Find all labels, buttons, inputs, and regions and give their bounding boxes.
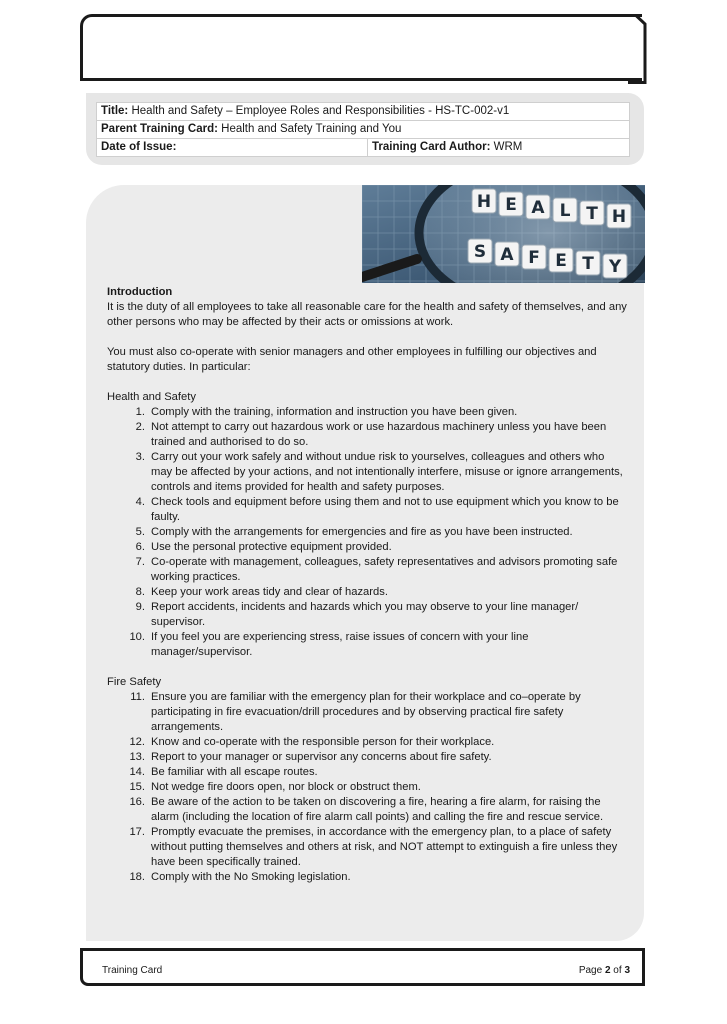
list-item-number: 11.: [130, 691, 145, 703]
list-item-number: 13.: [129, 751, 145, 763]
list-item-text: Use the personal protective equipment provided.: [151, 541, 392, 553]
meta-row-parent: [97, 121, 630, 139]
list-item-text: Comply with the No Smoking legislation.: [151, 871, 351, 883]
list-item-number: 12.: [129, 736, 145, 748]
letter-tile-label: T: [586, 204, 598, 224]
list-item-number: 17.: [129, 826, 145, 838]
list-item: [107, 870, 627, 885]
list-item: [107, 585, 627, 600]
letter-tile-label: L: [559, 201, 571, 221]
list-item: [107, 765, 627, 780]
title-label: Title:: [101, 105, 129, 117]
intro-heading: Introduction: [107, 286, 173, 298]
health-safety-illustration: [362, 185, 645, 283]
list-item-text: Report accidents, incidents and hazards which you may observe to your line manager/ supervisor.: [151, 601, 579, 628]
list-item: [107, 750, 627, 765]
list-item-number: 5.: [135, 526, 145, 538]
fire-safety-list: [107, 690, 627, 885]
list-item-text: Check tools and equipment before using them and not to use equipment which you know to be faulty.: [151, 496, 619, 523]
letter-tile-label: H: [476, 192, 492, 212]
letter-tile-label: F: [528, 248, 540, 268]
letter-tile-label: E: [505, 195, 517, 215]
health-safety-image: [362, 185, 645, 283]
health-safety-heading: Health and Safety: [107, 391, 196, 403]
list-item-text: Carry out your work safely and without undue risk to yourselves, colleagues and others who may be affected by your actions, and not intentionally interfere, misuse or ignore arrangements, controls and items provided for health and safety purposes.: [151, 451, 623, 493]
intro-paragraph-2: You must also co-operate with senior managers and other employees in fulfilling our objectives and statutory duties. In particular:: [107, 346, 597, 373]
list-item-text: Be familiar with all escape routes.: [151, 766, 318, 778]
list-item-text: Not attempt to carry out hazardous work or use hazardous machinery unless you have been trained and authorised to do so.: [151, 421, 607, 448]
letter-tile-label: A: [500, 245, 514, 265]
footer-label: Training Card: [102, 965, 163, 976]
letter-tile: [522, 245, 546, 269]
author-value: WRM: [493, 141, 523, 153]
letter-tile: [472, 189, 496, 213]
list-item: [107, 525, 627, 540]
letter-tile: [607, 204, 631, 228]
list-item-text: Promptly evacuate the premises, in accordance with the emergency plan, to a place of safety without putting themselves and others at risk, and NOT attempt to extinguish a fire unless they have been specifically trained.: [151, 826, 618, 868]
meta-table: [96, 102, 630, 157]
list-item-number: 2.: [135, 421, 145, 433]
parent-value: Health and Safety Training and You: [221, 123, 402, 135]
list-item: [107, 450, 627, 495]
letter-tile: [576, 251, 600, 275]
title-value: Health and Safety – Employee Roles and Responsibilities - HS-TC-002-v1: [131, 105, 510, 117]
list-item-number: 16.: [129, 796, 145, 808]
letter-tile-label: A: [531, 198, 545, 218]
meta-row-title: [97, 103, 630, 121]
list-item: [107, 630, 627, 660]
list-item-number: 9.: [135, 601, 145, 613]
letter-tile: [580, 201, 604, 225]
footer: [80, 948, 645, 986]
letter-tile-label: E: [555, 251, 567, 271]
letter-tile: [468, 239, 492, 263]
list-item-text: Comply with the training, information and instruction you have been given.: [151, 406, 518, 418]
list-item-number: 10.: [129, 631, 145, 643]
meta-row-date-author: [97, 139, 630, 157]
page-number: Page 2 of 3: [578, 965, 630, 976]
list-item: [107, 690, 627, 735]
list-item-text: Not wedge fire doors open, nor block or obstruct them.: [151, 781, 421, 793]
list-item-text: Be aware of the action to be taken on discovering a fire, hearing a fire alarm, for raising the alarm (including the location of fire alarm call points) and calling the fire and rescue service.: [151, 796, 604, 823]
header-frame: [80, 14, 642, 81]
list-item-number: 15.: [129, 781, 145, 793]
list-item-text: Report to your manager or supervisor any concerns about fire safety.: [151, 751, 492, 763]
list-item-number: 18.: [129, 871, 145, 883]
author-label: Training Card Author:: [372, 141, 491, 153]
list-item-text: Comply with the arrangements for emergencies and fire as you have been instructed.: [151, 526, 573, 538]
list-item: [107, 420, 627, 450]
list-item: [107, 405, 627, 420]
health-safety-list: [107, 405, 627, 660]
list-item: [107, 735, 627, 750]
letter-tile: [603, 254, 627, 278]
parent-label: Parent Training Card:: [101, 123, 218, 135]
letter-tile: [526, 195, 550, 219]
list-item: [107, 600, 627, 630]
list-item: [107, 555, 627, 585]
list-item-text: Ensure you are familiar with the emergency plan for their workplace and co–operate by participating in fire evacuation/drill procedures and by observing practical fire safety arrangements.: [151, 691, 581, 733]
letter-tile: [495, 242, 519, 266]
list-item-number: 7.: [135, 556, 145, 568]
letter-tile-label: H: [611, 207, 627, 227]
list-item-text: Know and co-operate with the responsible person for their workplace.: [151, 736, 495, 748]
list-item: [107, 495, 627, 525]
list-item-number: 8.: [135, 586, 145, 598]
letter-tile: [553, 198, 577, 222]
letter-tile: [549, 248, 573, 272]
list-item-number: 1.: [135, 406, 145, 418]
fire-safety-heading: Fire Safety: [107, 676, 162, 688]
list-item-text: If you feel you are experiencing stress, raise issues of concern with your line manager/supervisor.: [151, 631, 529, 658]
list-item-number: 14.: [129, 766, 145, 778]
letter-tile-label: S: [473, 242, 487, 262]
letter-tile-label: Y: [608, 257, 622, 277]
meta-panel: [86, 93, 644, 165]
list-item-text: Co-operate with management, colleagues, safety representatives and advisors promoting safe working practices.: [151, 556, 618, 583]
list-item-text: Keep your work areas tidy and clear of hazards.: [151, 586, 388, 598]
letter-tile-label: T: [582, 254, 594, 274]
main-content: [107, 285, 627, 885]
intro-paragraph-1: It is the duty of all employees to take all reasonable care for the health and safety of themselves, and any other persons who may be affected by their acts or omissions at work.: [107, 301, 627, 328]
list-item-number: 3.: [135, 451, 145, 463]
list-item: [107, 825, 627, 870]
letter-tile: [499, 192, 523, 216]
list-item: [107, 795, 627, 825]
list-item: [107, 540, 627, 555]
list-item: [107, 780, 627, 795]
list-item-number: 6.: [135, 541, 145, 553]
list-item-number: 4.: [135, 496, 145, 508]
header-frame-corner: [628, 14, 658, 84]
date-label: Date of Issue:: [101, 141, 177, 153]
